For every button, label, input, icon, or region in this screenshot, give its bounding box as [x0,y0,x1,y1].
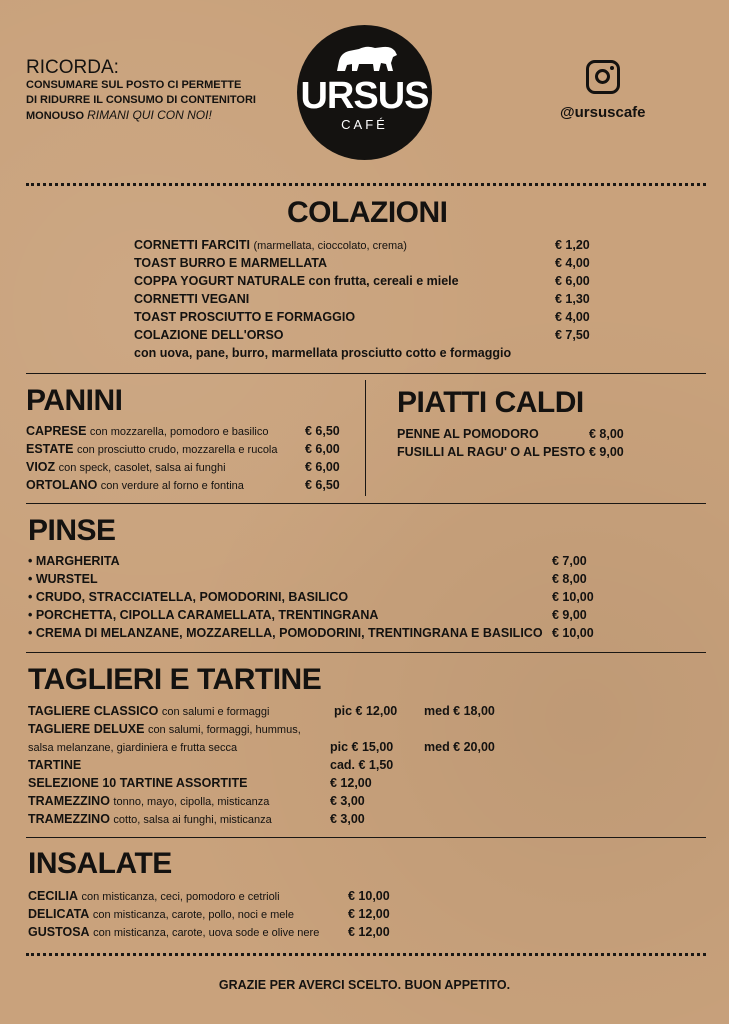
list-item [134,328,284,342]
list-item [28,608,378,622]
section-title-panini: PANINI [26,384,123,417]
divider [26,503,706,504]
list-item [28,704,269,718]
item-name: FUSILLI AL RAGU' O AL PESTO [397,445,586,459]
item-price: € 6,00 [305,442,340,456]
item-price: € 12,00 [330,776,372,790]
list-item [28,812,272,826]
item-name: TAGLIERE DELUXE [28,722,145,736]
item-extra-line: con uova, pane, burro, marmellata prosciutto cotto e formaggio [134,346,512,360]
list-item [28,925,319,939]
item-name: • PORCHETTA, CIPOLLA CARAMELLATA, TRENTINGRANA [28,608,379,622]
item-name: SELEZIONE 10 TARTINE ASSORTITE [28,776,248,790]
item-name: ORTOLANO [26,478,98,492]
item-price: € 1,30 [555,292,590,306]
item-name: GUSTOSA [28,925,90,939]
item-name: CECILIA [28,889,78,903]
item-name: TAGLIERE CLASSICO [28,704,159,718]
item-price: € 3,00 [330,812,365,826]
logo-word: URSUS [300,75,429,117]
item-desc: salsa melanzane, giardiniera e frutta secca [28,742,238,754]
item-price: € 10,00 [552,590,594,604]
item-name: • CREMA DI MELANZANE, MOZZARELLA, POMODORINI, TRENTINGRANA E BASILICO [28,626,543,640]
reminder-block [26,58,256,124]
list-item [28,776,247,790]
item-name: • CRUDO, STRACCIATELLA, POMODORINI, BASILICO [28,590,349,604]
divider [26,373,706,374]
item-price: € 6,50 [305,424,340,438]
item-desc: (marmellata, cioccolato, crema) [253,240,407,252]
item-name: TRAMEZZINO [28,812,110,826]
section-title-insalate: INSALATE [28,847,172,880]
item-price: € 1,20 [555,238,590,252]
vertical-divider [365,380,366,496]
item-name: DELICATA [28,907,90,921]
item-name: TOAST PROSCIUTTO E FORMAGGIO [134,310,356,324]
reminder-emphasis: RIMANI QUI CON NOI! [87,108,212,122]
item-price: € 10,00 [552,626,594,640]
item-price: € 9,00 [589,445,624,459]
divider [26,183,706,186]
section-title-colazioni: COLAZIONI [287,196,448,229]
list-item [134,310,355,324]
list-item [28,722,301,736]
item-name: VIOZ [26,460,56,474]
item-name: CORNETTI FARCITI [134,238,250,252]
item-desc: con prosciutto crudo, mozzarella e rucola [76,444,278,456]
footer-message: GRAZIE PER AVERCI SCELTO. BUON APPETITO. [218,978,511,992]
list-item [134,292,249,306]
list-item [134,238,407,252]
item-name: PENNE AL POMODORO [397,427,539,441]
item-desc: con salumi, formaggi, hummus, [147,724,301,736]
list-item [28,907,294,921]
reminder-line: DI RIDURRE IL CONSUMO DI CONTENITORI [26,94,256,106]
item-desc: con misticanza, ceci, pomodoro e cetrioli [81,891,280,903]
item-name: • WURSTEL [28,572,98,586]
item-price: € 12,00 [348,907,390,921]
item-price: € 8,00 [589,427,624,441]
item-desc: con mozzarella, pomodoro e basilico [89,426,269,438]
instagram-icon[interactable] [586,60,620,94]
item-price: € 6,00 [555,274,590,288]
item-name: ESTATE [26,442,74,456]
item-price: € 6,00 [305,460,340,474]
item-name: COLAZIONE DELL'ORSO [134,328,284,342]
item-name: CAPRESE [26,424,87,438]
logo-subtitle: CAFÉ [341,117,388,132]
item-price: € 9,00 [552,608,587,622]
item-desc: cotto, salsa ai funghi, misticanza [113,814,272,826]
item-price-small: pic € 12,00 [334,704,398,718]
item-price-small: pic € 15,00 [330,740,394,754]
item-price: € 7,50 [555,328,590,342]
list-item [28,889,280,903]
divider [26,652,706,653]
list-item [28,590,348,604]
item-name: COPPA YOGURT NATURALE con frutta, cereali e miele [134,274,459,288]
item-desc: con speck, casolet, salsa ai funghi [58,462,226,474]
item-price: € 3,00 [330,794,365,808]
item-desc: con verdure al forno e fontina [100,480,244,492]
list-item-continued [28,740,237,754]
item-name: CORNETTI VEGANI [134,292,250,306]
item-price: € 4,00 [555,256,590,270]
list-item [397,445,585,459]
list-item [134,274,459,288]
item-price: € 7,00 [552,554,587,568]
list-item [26,424,268,438]
item-price-medium: med € 18,00 [424,704,495,718]
divider [26,837,706,838]
item-price: € 12,00 [348,925,390,939]
list-item [26,460,226,474]
section-title-piatti-caldi: PIATTI CALDI [397,386,584,419]
divider [26,953,706,956]
item-price-medium: med € 20,00 [424,740,495,754]
item-desc: tonno, mayo, cipolla, misticanza [113,796,270,808]
section-title-taglieri: TAGLIERI E TARTINE [28,663,322,696]
item-name: • MARGHERITA [28,554,120,568]
item-name: TARTINE [28,758,82,772]
item-price: € 6,50 [305,478,340,492]
item-price: € 4,00 [555,310,590,324]
item-price: € 8,00 [552,572,587,586]
reminder-line: CONSUMARE SUL POSTO CI PERMETTE [26,79,242,91]
item-price: € 10,00 [348,889,390,903]
list-item [26,442,278,456]
list-item [28,758,81,772]
item-desc: con salumi e formaggi [161,706,270,718]
item-price: cad. € 1,50 [330,758,394,772]
instagram-handle[interactable]: @ursuscafe [560,104,646,121]
list-item [26,478,244,492]
list-item [28,626,543,640]
section-title-pinse: PINSE [28,514,116,547]
item-name: TOAST BURRO E MARMELLATA [134,256,328,270]
list-item [28,554,120,568]
reminder-heading: RICORDA: [26,57,119,78]
reminder-line: MONOUSO [26,110,85,122]
item-desc: con misticanza, carote, pollo, noci e mele [92,909,294,921]
item-desc: con misticanza, carote, uova sode e olive nere [93,927,320,939]
item-name: TRAMEZZINO [28,794,110,808]
list-item [397,427,539,441]
list-item [28,794,269,808]
list-item [28,572,98,586]
ursus-logo [297,25,432,160]
list-item [134,256,327,270]
